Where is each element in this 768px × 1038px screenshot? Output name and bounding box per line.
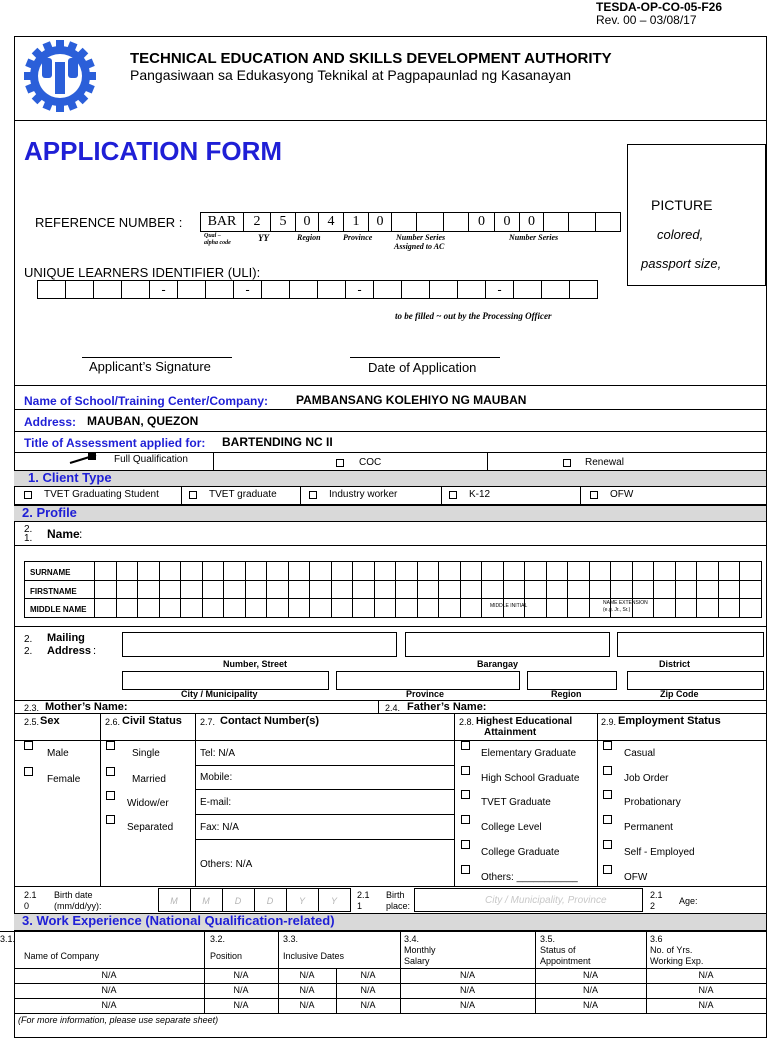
tesda-logo-icon: [22, 38, 98, 114]
name-letter-cell[interactable]: [610, 561, 633, 581]
work-column-header: Inclusive Dates: [283, 951, 345, 961]
education-checkbox[interactable]: [461, 766, 470, 775]
birth-date-placeholder: M: [202, 896, 210, 906]
employment-option[interactable]: Job Order: [624, 773, 669, 784]
work-table-cell[interactable]: N/A: [233, 1000, 249, 1010]
name-letter-cell[interactable]: [503, 561, 526, 581]
name-letter-cell[interactable]: [739, 580, 762, 600]
work-table-cell[interactable]: N/A: [459, 985, 475, 995]
name-letter-cell[interactable]: [309, 561, 332, 581]
employment-checkbox[interactable]: [603, 815, 612, 824]
work-table-cell[interactable]: N/A: [360, 1000, 376, 1010]
father-name-label: Father’s Name:: [407, 701, 487, 713]
uli-label: UNIQUE LEARNERS IDENTIFIER (ULI):: [24, 265, 261, 280]
work-table-cell[interactable]: N/A: [299, 985, 315, 995]
work-table-cell[interactable]: N/A: [101, 985, 117, 995]
reference-cell[interactable]: [568, 212, 596, 232]
name-letter-cell[interactable]: [116, 598, 139, 618]
name-label: Name: [47, 527, 80, 541]
name-letter-cell[interactable]: [524, 598, 547, 618]
name-row-label-cell: [24, 598, 95, 618]
name-letter-cell[interactable]: [245, 598, 268, 618]
birth-date-placeholder: Y: [330, 896, 337, 906]
employment-checkbox[interactable]: [603, 741, 612, 750]
reference-cell[interactable]: [391, 212, 417, 232]
name-letter-cell[interactable]: [632, 580, 655, 600]
uli-cell[interactable]: -: [345, 280, 374, 299]
name-letter-cell[interactable]: [202, 598, 225, 618]
name-letter-cell[interactable]: [567, 561, 590, 581]
name-letter-cell[interactable]: [331, 580, 354, 600]
education-option[interactable]: Others: ___________: [481, 872, 578, 883]
picture-note-2: passport size,: [641, 256, 722, 271]
name-letter-cell[interactable]: [696, 598, 719, 618]
civil-status-option[interactable]: Married: [132, 774, 166, 785]
reference-cell[interactable]: [543, 212, 569, 232]
name-letter-cell[interactable]: [94, 561, 117, 581]
name-letter-cell[interactable]: [696, 580, 719, 600]
work-table-cell[interactable]: N/A: [459, 970, 475, 980]
reference-cell[interactable]: [443, 212, 469, 232]
education-checkbox[interactable]: [461, 815, 470, 824]
name-letter-cell[interactable]: [266, 561, 289, 581]
name-letter-cell[interactable]: [739, 561, 762, 581]
work-table-cell[interactable]: N/A: [582, 1000, 598, 1010]
uli-cell[interactable]: -: [149, 280, 178, 299]
contact-field[interactable]: Others: N/A: [200, 859, 253, 870]
name-letter-cell[interactable]: [653, 561, 676, 581]
name-letter-cell[interactable]: [589, 561, 612, 581]
work-table-cell[interactable]: N/A: [101, 970, 117, 980]
name-letter-cell[interactable]: [288, 598, 311, 618]
name-letter-cell[interactable]: [653, 598, 676, 618]
civil-status-option[interactable]: Separated: [127, 822, 174, 833]
form-title: APPLICATION FORM: [24, 136, 283, 166]
name-letter-cell[interactable]: [116, 561, 139, 581]
mailing-label: Mailing: [47, 632, 85, 644]
work-table-cell[interactable]: N/A: [698, 985, 714, 995]
work-table-cell[interactable]: N/A: [299, 970, 315, 980]
processing-note: to be filled ~ out by the Processing Officer: [395, 311, 552, 321]
education-option[interactable]: Elementary Graduate: [481, 748, 577, 759]
name-letter-cell[interactable]: [266, 580, 289, 600]
reference-cell[interactable]: [416, 212, 444, 232]
reference-cell[interactable]: 2: [243, 212, 271, 232]
middle-initial-label: MIDDLE INITIAL: [490, 603, 528, 609]
reference-cell[interactable]: 0: [494, 212, 520, 232]
name-letter-cell[interactable]: [223, 598, 246, 618]
name-letter-cell[interactable]: [288, 561, 311, 581]
birth-date-placeholder: D: [266, 896, 274, 906]
profile-title: 2. Profile: [22, 505, 77, 520]
civil-status-option[interactable]: Single: [132, 748, 160, 759]
uli-cell[interactable]: [205, 280, 234, 299]
name-letter-cell[interactable]: [718, 561, 741, 581]
work-table-cell[interactable]: N/A: [360, 985, 376, 995]
civil-status-option[interactable]: Widow/er: [127, 798, 169, 809]
name-letter-cell[interactable]: [481, 598, 504, 618]
birth-date-placeholder: Y: [298, 896, 305, 906]
client-type-option[interactable]: TVET graduate: [209, 489, 277, 500]
name-letter-cell[interactable]: [245, 561, 268, 581]
check-mark-icon: [68, 451, 100, 465]
name-letter-cell[interactable]: [180, 580, 203, 600]
district-input[interactable]: [617, 632, 764, 657]
name-letter-cell[interactable]: [202, 561, 225, 581]
employment-option[interactable]: Self - Employed: [624, 847, 695, 858]
work-table-cell[interactable]: N/A: [582, 985, 598, 995]
uli-cell[interactable]: [429, 280, 458, 299]
name-letter-cell[interactable]: [524, 561, 547, 581]
name-letter-cell[interactable]: [309, 598, 332, 618]
education-option[interactable]: College Level: [481, 822, 542, 833]
name-letter-cell[interactable]: [94, 580, 117, 600]
civil-status-checkbox[interactable]: [106, 815, 115, 824]
city-input[interactable]: [122, 671, 329, 690]
client-type-checkbox[interactable]: [590, 491, 598, 499]
work-column-header: Status of: [540, 945, 576, 955]
name-letter-cell[interactable]: [460, 580, 483, 600]
uli-cell[interactable]: [401, 280, 430, 299]
name-letter-cell[interactable]: [137, 598, 160, 618]
reference-cell[interactable]: BAR: [200, 212, 244, 232]
name-letter-cell[interactable]: [223, 561, 246, 581]
name-letter-cell[interactable]: [546, 598, 569, 618]
name-letter-cell[interactable]: [202, 580, 225, 600]
client-type-option[interactable]: K-12: [469, 489, 491, 500]
employment-checkbox[interactable]: [603, 790, 612, 799]
birth-date-label: Birth date: [54, 890, 93, 900]
employment-option[interactable]: Permanent: [624, 822, 673, 833]
name-letter-cell[interactable]: [503, 580, 526, 600]
contact-field[interactable]: Tel: N/A: [200, 748, 236, 759]
name-letter-cell[interactable]: [374, 561, 397, 581]
work-column-header: No. of Yrs.: [650, 945, 693, 955]
client-type-checkbox[interactable]: [24, 491, 32, 499]
agency-name-tagalog: Pangasiwaan sa Edukasyong Teknikal at Pagpapaunlad ng Kasanayan: [130, 67, 572, 83]
name-letter-cell[interactable]: [567, 580, 590, 600]
work-table-cell[interactable]: N/A: [360, 970, 376, 980]
education-checkbox[interactable]: [461, 741, 470, 750]
name-letter-cell[interactable]: [567, 598, 590, 618]
name-letter-cell[interactable]: [460, 561, 483, 581]
reference-cell[interactable]: 4: [318, 212, 344, 232]
name-letter-cell[interactable]: [137, 580, 160, 600]
contact-field[interactable]: Fax: N/A: [200, 822, 239, 833]
name-letter-cell[interactable]: [331, 598, 354, 618]
name-letter-cell[interactable]: [546, 561, 569, 581]
name-letter-cell[interactable]: [395, 561, 418, 581]
uli-cell[interactable]: [261, 280, 290, 299]
name-letter-cell[interactable]: [180, 598, 203, 618]
barangay-input[interactable]: [405, 632, 610, 657]
name-letter-cell[interactable]: [610, 580, 633, 600]
employment-checkbox[interactable]: [603, 865, 612, 874]
name-letter-cell[interactable]: [546, 580, 569, 600]
uli-cell[interactable]: [317, 280, 346, 299]
civil-status-checkbox[interactable]: [106, 767, 115, 776]
address-label: Address:: [24, 415, 77, 429]
name-letter-cell[interactable]: [610, 598, 633, 618]
date-of-application-label: Date of Application: [368, 360, 477, 375]
profile-header: [14, 505, 766, 522]
reference-cell[interactable]: 0: [519, 212, 544, 232]
employment-option[interactable]: Probationary: [624, 797, 681, 808]
sex-checkbox[interactable]: [24, 741, 33, 750]
client-type-title: 1. Client Type: [28, 470, 112, 485]
sex-option[interactable]: Female: [47, 774, 81, 785]
client-type-option[interactable]: Industry worker: [329, 489, 398, 500]
work-table-cell[interactable]: N/A: [233, 970, 249, 980]
reference-cell[interactable]: 0: [368, 212, 392, 232]
name-letter-cell[interactable]: [374, 580, 397, 600]
name-letter-cell[interactable]: [159, 598, 182, 618]
province-input[interactable]: [336, 671, 520, 690]
name-letter-cell[interactable]: [438, 580, 461, 600]
civil-status-checkbox[interactable]: [106, 791, 115, 800]
work-table-cell[interactable]: N/A: [233, 985, 249, 995]
uli-cell[interactable]: [121, 280, 150, 299]
uli-cell[interactable]: -: [233, 280, 262, 299]
age-label: Age:: [679, 896, 698, 906]
reference-cell[interactable]: 1: [343, 212, 369, 232]
client-type-checkbox[interactable]: [189, 491, 197, 499]
uli-cell[interactable]: [569, 280, 598, 299]
name-letter-cell[interactable]: [675, 561, 698, 581]
document-code: TESDA-OP-CO-05-F26: [596, 0, 723, 14]
name-letter-cell[interactable]: [696, 561, 719, 581]
picture-note-1: colored,: [657, 227, 704, 242]
reference-cell[interactable]: 5: [270, 212, 296, 232]
name-letter-cell[interactable]: [245, 580, 268, 600]
uli-cell[interactable]: [457, 280, 486, 299]
name-letter-cell[interactable]: [159, 561, 182, 581]
uli-cell[interactable]: [513, 280, 542, 299]
renewal-checkbox[interactable]: [563, 459, 571, 467]
birth-date-placeholder: D: [234, 896, 242, 906]
picture-label: PICTURE: [651, 197, 713, 213]
name-extension-label: NAME EXTENSION: [603, 600, 648, 606]
surname-label: SURNAME: [30, 568, 71, 577]
name-letter-cell[interactable]: [438, 598, 461, 618]
name-letter-cell[interactable]: [481, 580, 504, 600]
applicant-signature-label: Applicant’s Signature: [89, 359, 211, 374]
uli-cell[interactable]: [541, 280, 570, 299]
name-letter-cell[interactable]: [352, 598, 375, 618]
name-letter-cell[interactable]: [503, 598, 526, 618]
name-letter-cell[interactable]: [739, 598, 762, 618]
renewal-option[interactable]: Renewal: [585, 457, 624, 468]
name-letter-cell[interactable]: [589, 598, 612, 618]
reference-cell[interactable]: 0: [468, 212, 495, 232]
number-street-input[interactable]: [122, 632, 397, 657]
name-letter-cell[interactable]: [417, 580, 440, 600]
work-column-header: Name of Company: [24, 951, 100, 961]
name-letter-cell[interactable]: [589, 580, 612, 600]
school-label: Name of School/Training Center/Company:: [24, 394, 269, 408]
client-type-option[interactable]: TVET Graduating Student: [44, 489, 159, 500]
name-letter-cell[interactable]: [460, 598, 483, 618]
coc-checkbox[interactable]: [336, 459, 344, 467]
work-table-cell[interactable]: N/A: [459, 1000, 475, 1010]
civil-status-checkbox[interactable]: [106, 741, 115, 750]
contact-field[interactable]: E-mail:: [200, 797, 232, 808]
reference-cell[interactable]: [595, 212, 621, 232]
name-letter-cell[interactable]: [718, 598, 741, 618]
uli-cell[interactable]: [37, 280, 66, 299]
reference-label: REFERENCE NUMBER :: [35, 215, 183, 230]
name-letter-cell[interactable]: [94, 598, 117, 618]
name-letter-cell[interactable]: [395, 580, 418, 600]
agency-name: TECHNICAL EDUCATION AND SKILLS DEVELOPMENT AUTHORITY: [130, 50, 612, 67]
name-letter-cell[interactable]: [331, 561, 354, 581]
school-value[interactable]: PAMBANSANG KOLEHIYO NG MAUBAN: [296, 393, 527, 407]
name-row-label-cell: [24, 580, 95, 600]
name-letter-cell[interactable]: [653, 580, 676, 600]
education-checkbox[interactable]: [461, 790, 470, 799]
name-letter-cell[interactable]: [288, 580, 311, 600]
work-column-header: Monthly: [404, 945, 436, 955]
revision: Rev. 00 – 03/08/17: [596, 13, 697, 27]
name-letter-cell[interactable]: [223, 580, 246, 600]
contact-field[interactable]: Mobile:: [200, 772, 233, 783]
employment-option[interactable]: OFW: [624, 872, 648, 883]
sex-option[interactable]: Male: [47, 748, 69, 759]
name-letter-cell[interactable]: [309, 580, 332, 600]
name-row-label-cell: [24, 561, 95, 581]
name-letter-cell[interactable]: [266, 598, 289, 618]
uli-cell[interactable]: -: [485, 280, 514, 299]
birth-date-placeholder: M: [170, 896, 178, 906]
full-qualification-option[interactable]: Full Qualification: [114, 454, 188, 465]
education-option[interactable]: College Graduate: [481, 847, 560, 858]
name-letter-cell[interactable]: [417, 598, 440, 618]
uli-cell[interactable]: [65, 280, 94, 299]
work-table-cell[interactable]: N/A: [698, 970, 714, 980]
work-table-cell[interactable]: N/A: [299, 1000, 315, 1010]
education-checkbox[interactable]: [461, 865, 470, 874]
name-letter-cell[interactable]: [352, 561, 375, 581]
assessment-label: Title of Assessment applied for:: [24, 436, 206, 450]
mother-name-label: Mother’s Name:: [45, 701, 128, 713]
uli-cell[interactable]: [177, 280, 206, 299]
work-table-cell[interactable]: N/A: [101, 1000, 117, 1010]
employment-option[interactable]: Casual: [624, 748, 656, 759]
uli-cell[interactable]: [289, 280, 318, 299]
education-option[interactable]: High School Graduate: [481, 773, 580, 784]
zip-code-input[interactable]: [627, 671, 764, 690]
name-letter-cell[interactable]: [675, 598, 698, 618]
name-letter-cell[interactable]: [481, 561, 504, 581]
name-letter-cell[interactable]: [395, 598, 418, 618]
work-table-cell[interactable]: N/A: [582, 970, 598, 980]
name-letter-cell[interactable]: [417, 561, 440, 581]
name-letter-cell[interactable]: [675, 580, 698, 600]
middlename-label: MIDDLE NAME: [30, 605, 87, 614]
uli-cell[interactable]: [373, 280, 402, 299]
education-checkbox[interactable]: [461, 840, 470, 849]
employment-checkbox[interactable]: [603, 840, 612, 849]
name-letter-cell[interactable]: [632, 598, 655, 618]
client-type-checkbox[interactable]: [309, 491, 317, 499]
name-letter-cell[interactable]: [524, 580, 547, 600]
assessment-value[interactable]: BARTENDING NC II: [222, 435, 333, 449]
coc-option[interactable]: COC: [359, 457, 382, 468]
name-letter-cell[interactable]: [180, 561, 203, 581]
employment-checkbox[interactable]: [603, 766, 612, 775]
name-letter-cell[interactable]: [116, 580, 139, 600]
name-letter-cell[interactable]: [159, 580, 182, 600]
name-letter-cell[interactable]: [137, 561, 160, 581]
work-note: (For more information, please use separate sheet): [18, 1015, 219, 1025]
firstname-label: FIRSTNAME: [30, 587, 77, 596]
uli-cell[interactable]: [93, 280, 122, 299]
address-value[interactable]: MAUBAN, QUEZON: [87, 414, 199, 428]
name-letter-cell[interactable]: [438, 561, 461, 581]
work-experience-title: 3. Work Experience (National Qualification-related): [22, 913, 335, 928]
name-letter-cell[interactable]: [352, 580, 375, 600]
work-table-cell[interactable]: N/A: [698, 1000, 714, 1010]
work-column-header: Position: [210, 951, 243, 961]
client-type-header: [14, 470, 766, 487]
education-option[interactable]: TVET Graduate: [481, 797, 551, 808]
name-letter-cell[interactable]: [718, 580, 741, 600]
reference-cell[interactable]: 0: [295, 212, 319, 232]
region-input[interactable]: [527, 671, 617, 690]
client-type-checkbox[interactable]: [449, 491, 457, 499]
sex-checkbox[interactable]: [24, 767, 33, 776]
name-letter-cell[interactable]: [632, 561, 655, 581]
name-letter-cell[interactable]: [374, 598, 397, 618]
client-type-option[interactable]: OFW: [610, 489, 634, 500]
